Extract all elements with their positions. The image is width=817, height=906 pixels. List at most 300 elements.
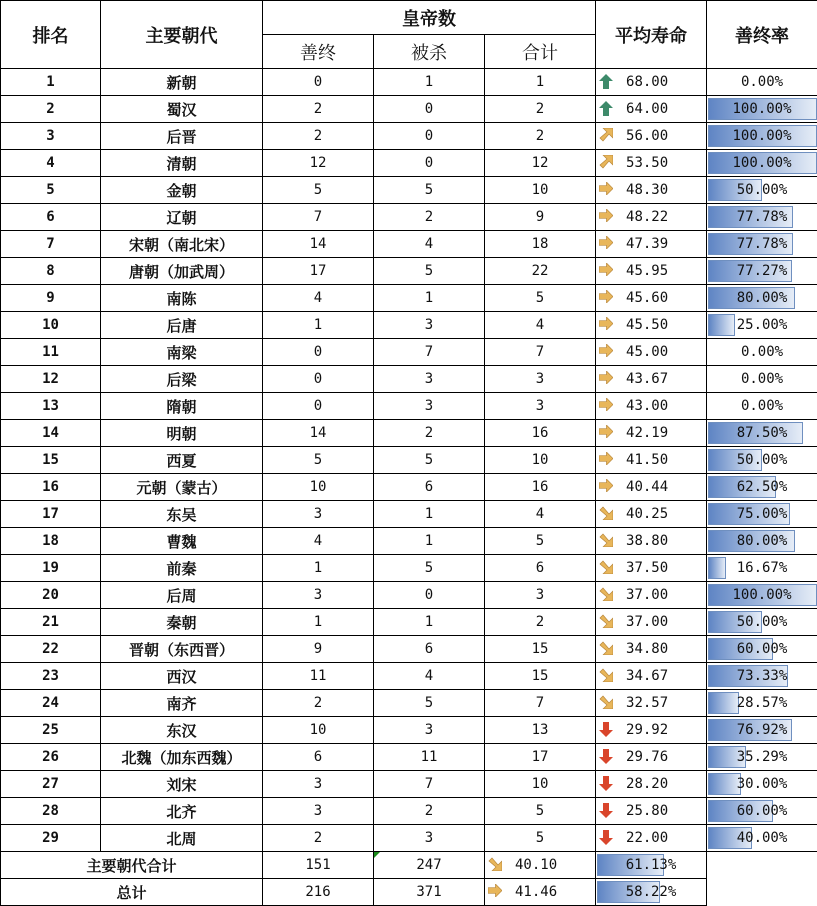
arrow-up-right-icon xyxy=(599,155,613,170)
table-row xyxy=(1,528,817,555)
avg-life-cell[interactable] xyxy=(596,96,707,123)
good-rate-cell[interactable] xyxy=(707,501,817,528)
error-indicator-icon xyxy=(374,852,380,858)
good-rate-value: 100.00% xyxy=(732,155,792,171)
good-rate-value: 100.00% xyxy=(732,101,792,117)
good-end-cell[interactable]: 10 xyxy=(263,717,374,744)
rank-cell[interactable]: 7 xyxy=(1,231,101,258)
total-cell[interactable]: 22 xyxy=(485,258,596,285)
dynasty-cell[interactable]: 北周 xyxy=(101,825,263,852)
header-total[interactable]: 合计 xyxy=(485,35,596,69)
killed-cell[interactable]: 0 xyxy=(374,96,485,123)
table-row xyxy=(1,123,817,150)
avg-life-value: 41.46 xyxy=(515,884,558,900)
dynasty-cell[interactable]: 隋朝 xyxy=(101,393,263,420)
avg-life-value: 22.00 xyxy=(626,830,669,846)
rank-cell[interactable]: 14 xyxy=(1,420,101,447)
killed-cell[interactable]: 6 xyxy=(374,636,485,663)
good-rate-cell[interactable] xyxy=(707,717,817,744)
good-end-cell[interactable]: 1 xyxy=(263,609,374,636)
good-rate-value: 100.00% xyxy=(732,128,792,144)
total-cell[interactable]: 12 xyxy=(485,150,596,177)
good-rate-value: 50.00% xyxy=(736,614,788,630)
good-end-cell[interactable]: 5 xyxy=(263,447,374,474)
header-killed[interactable]: 被杀 xyxy=(374,35,485,69)
good-rate-cell[interactable] xyxy=(707,771,817,798)
good-rate-value: 80.00% xyxy=(736,533,788,549)
good-end-cell[interactable]: 0 xyxy=(263,366,374,393)
good-rate-cell[interactable] xyxy=(707,339,817,366)
total-cell[interactable]: 6 xyxy=(485,555,596,582)
arrow-right-icon xyxy=(599,371,613,386)
avg-life-value: 38.80 xyxy=(626,533,669,549)
good-rate-cell[interactable] xyxy=(707,744,817,771)
killed-cell[interactable]: 2 xyxy=(374,420,485,447)
total-cell[interactable]: 2 xyxy=(485,96,596,123)
avg-life-value: 40.10 xyxy=(515,857,558,873)
good-rate-cell[interactable] xyxy=(707,393,817,420)
avg-life-cell[interactable] xyxy=(596,798,707,825)
total-cell[interactable]: 3 xyxy=(485,393,596,420)
good-end-cell[interactable]: 6 xyxy=(263,744,374,771)
dynasty-cell[interactable]: 南梁 xyxy=(101,339,263,366)
killed-cell[interactable]: 0 xyxy=(374,150,485,177)
dynasty-cell[interactable]: 晋朝（东西晋） xyxy=(101,636,263,663)
avg-life-value: 48.30 xyxy=(626,182,669,198)
good-end-cell[interactable]: 0 xyxy=(263,339,374,366)
good-end-cell[interactable]: 216 xyxy=(263,879,374,906)
rank-cell[interactable]: 27 xyxy=(1,771,101,798)
avg-life-cell[interactable] xyxy=(596,447,707,474)
good-rate-value: 77.78% xyxy=(736,209,788,225)
avg-life-cell[interactable] xyxy=(596,501,707,528)
rank-cell[interactable]: 4 xyxy=(1,150,101,177)
header-rank[interactable]: 排名 xyxy=(1,1,101,69)
good-end-cell[interactable]: 0 xyxy=(263,69,374,96)
killed-cell[interactable]: 3 xyxy=(374,825,485,852)
avg-life-cell[interactable] xyxy=(596,231,707,258)
total-cell[interactable]: 18 xyxy=(485,231,596,258)
dynasty-cell[interactable]: 秦朝 xyxy=(101,609,263,636)
good-rate-value: 73.33% xyxy=(736,668,788,684)
avg-life-value: 45.60 xyxy=(626,290,669,306)
rank-cell[interactable]: 22 xyxy=(1,636,101,663)
arrow-down-right-icon xyxy=(599,695,613,710)
table-row xyxy=(1,771,817,798)
dynasty-cell[interactable]: 北魏（加东西魏） xyxy=(101,744,263,771)
avg-life-value: 29.92 xyxy=(626,722,669,738)
avg-life-cell[interactable] xyxy=(596,663,707,690)
good-rate-cell[interactable] xyxy=(707,258,817,285)
dynasty-cell[interactable]: 金朝 xyxy=(101,177,263,204)
dynasty-cell[interactable]: 西汉 xyxy=(101,663,263,690)
rank-cell[interactable]: 24 xyxy=(1,690,101,717)
killed-cell[interactable]: 1 xyxy=(374,501,485,528)
killed-cell[interactable]: 1 xyxy=(374,609,485,636)
total-cell[interactable]: 3 xyxy=(485,582,596,609)
total-cell[interactable]: 5 xyxy=(485,528,596,555)
good-rate-cell[interactable] xyxy=(707,420,817,447)
good-rate-cell[interactable] xyxy=(707,366,817,393)
good-rate-value: 0.00% xyxy=(740,398,784,414)
avg-life-value: 37.00 xyxy=(626,614,669,630)
total-cell[interactable]: 5 xyxy=(485,285,596,312)
total-cell[interactable]: 16 xyxy=(485,474,596,501)
avg-life-cell[interactable] xyxy=(596,285,707,312)
dynasty-cell[interactable]: 新朝 xyxy=(101,69,263,96)
table-row xyxy=(1,285,817,312)
good-rate-cell[interactable] xyxy=(707,69,817,96)
good-rate-cell[interactable] xyxy=(707,636,817,663)
rank-cell[interactable]: 5 xyxy=(1,177,101,204)
dynasty-cell[interactable]: 唐朝（加武周） xyxy=(101,258,263,285)
header-dynasty[interactable]: 主要朝代 xyxy=(101,1,263,69)
table-row xyxy=(1,798,817,825)
avg-life-cell[interactable] xyxy=(596,150,707,177)
total-cell[interactable]: 16 xyxy=(485,420,596,447)
rank-cell[interactable]: 20 xyxy=(1,582,101,609)
avg-life-cell[interactable] xyxy=(596,177,707,204)
avg-life-cell[interactable] xyxy=(596,393,707,420)
avg-life-value: 53.50 xyxy=(626,155,669,171)
total-cell[interactable]: 4 xyxy=(485,312,596,339)
good-rate-cell[interactable] xyxy=(707,663,817,690)
total-cell[interactable]: 5 xyxy=(485,825,596,852)
rank-cell[interactable]: 18 xyxy=(1,528,101,555)
good-rate-value: 28.57% xyxy=(736,695,788,711)
total-cell[interactable]: 15 xyxy=(485,663,596,690)
rank-cell[interactable]: 13 xyxy=(1,393,101,420)
avg-life-cell[interactable] xyxy=(596,582,707,609)
rank-cell[interactable]: 8 xyxy=(1,258,101,285)
good-rate-cell[interactable] xyxy=(707,204,817,231)
avg-life-cell[interactable] xyxy=(596,204,707,231)
good-rate-value: 100.00% xyxy=(732,587,792,603)
good-rate-value: 50.00% xyxy=(736,182,788,198)
avg-life-value: 45.50 xyxy=(626,317,669,333)
avg-life-cell[interactable] xyxy=(596,717,707,744)
killed-cell[interactable]: 1 xyxy=(374,69,485,96)
avg-life-cell[interactable] xyxy=(596,312,707,339)
good-rate-cell[interactable] xyxy=(707,285,817,312)
killed-cell[interactable]: 7 xyxy=(374,339,485,366)
total-cell[interactable]: 3 xyxy=(485,366,596,393)
good-rate-cell[interactable] xyxy=(707,150,817,177)
arrow-right-icon xyxy=(599,452,613,467)
rank-cell[interactable]: 12 xyxy=(1,366,101,393)
dynasty-cell[interactable]: 后周 xyxy=(101,582,263,609)
avg-life-cell[interactable] xyxy=(596,609,707,636)
rank-cell[interactable]: 29 xyxy=(1,825,101,852)
avg-life-value: 28.20 xyxy=(626,776,669,792)
good-rate-value: 60.00% xyxy=(736,803,788,819)
total-value: 371 xyxy=(416,884,442,900)
good-rate-cell[interactable] xyxy=(707,798,817,825)
dynasty-cell[interactable]: 曹魏 xyxy=(101,528,263,555)
total-cell[interactable]: 4 xyxy=(485,501,596,528)
total-cell[interactable]: 2 xyxy=(485,609,596,636)
table-row xyxy=(1,636,817,663)
arrow-down-right-icon xyxy=(599,668,613,683)
arrow-right-icon xyxy=(599,263,613,278)
good-rate-value: 50.00% xyxy=(736,452,788,468)
table-row xyxy=(1,609,817,636)
header-emperors[interactable]: 皇帝数 xyxy=(263,1,596,35)
good-end-cell[interactable]: 0 xyxy=(263,393,374,420)
dynasty-cell[interactable]: 后梁 xyxy=(101,366,263,393)
rank-cell[interactable]: 23 xyxy=(1,663,101,690)
table-row xyxy=(1,825,817,852)
good-end-cell[interactable]: 2 xyxy=(263,825,374,852)
killed-cell[interactable]: 5 xyxy=(374,258,485,285)
killed-cell[interactable]: 5 xyxy=(374,447,485,474)
avg-life-cell[interactable] xyxy=(596,636,707,663)
dynasty-cell[interactable]: 北齐 xyxy=(101,798,263,825)
killed-cell[interactable]: 6 xyxy=(374,474,485,501)
killed-cell[interactable]: 0 xyxy=(374,123,485,150)
good-rate-value: 0.00% xyxy=(740,344,784,360)
good-rate-cell[interactable] xyxy=(707,825,817,852)
good-rate-cell[interactable] xyxy=(707,177,817,204)
total-cell[interactable]: 15 xyxy=(485,636,596,663)
good-rate-cell[interactable] xyxy=(596,852,707,879)
arrow-right-icon xyxy=(599,479,613,494)
dynasty-cell[interactable]: 宋朝（南北宋） xyxy=(101,231,263,258)
total-cell[interactable]: 2 xyxy=(485,123,596,150)
table-row xyxy=(1,150,817,177)
good-end-cell[interactable]: 14 xyxy=(263,231,374,258)
dynasty-cell[interactable]: 前秦 xyxy=(101,555,263,582)
table-row xyxy=(1,231,817,258)
good-end-cell[interactable]: 1 xyxy=(263,555,374,582)
good-rate-cell[interactable] xyxy=(707,582,817,609)
good-end-cell[interactable]: 3 xyxy=(263,771,374,798)
header-avg-life[interactable]: 平均寿命 xyxy=(596,1,707,69)
good-end-cell[interactable]: 3 xyxy=(263,501,374,528)
totals-label[interactable]: 总计 xyxy=(1,879,263,906)
data-bar xyxy=(708,692,739,714)
dynasty-cell[interactable]: 蜀汉 xyxy=(101,96,263,123)
rank-cell[interactable]: 6 xyxy=(1,204,101,231)
good-rate-value: 80.00% xyxy=(736,290,788,306)
killed-cell[interactable]: 5 xyxy=(374,177,485,204)
killed-cell[interactable]: 3 xyxy=(374,393,485,420)
avg-life-cell[interactable] xyxy=(485,879,596,906)
avg-life-cell[interactable] xyxy=(596,825,707,852)
good-rate-cell[interactable] xyxy=(707,474,817,501)
good-rate-cell[interactable] xyxy=(707,555,817,582)
good-rate-value: 16.67% xyxy=(736,560,788,576)
killed-cell[interactable]: 7 xyxy=(374,771,485,798)
good-rate-cell[interactable] xyxy=(707,231,817,258)
avg-life-cell[interactable] xyxy=(596,123,707,150)
good-end-cell[interactable]: 7 xyxy=(263,204,374,231)
totals-label[interactable]: 主要朝代合计 xyxy=(1,852,263,879)
arrow-right-icon xyxy=(599,344,613,359)
good-rate-cell[interactable] xyxy=(707,690,817,717)
killed-cell[interactable]: 1 xyxy=(374,528,485,555)
avg-life-value: 68.00 xyxy=(626,74,669,90)
dynasty-cell[interactable]: 西夏 xyxy=(101,447,263,474)
avg-life-cell[interactable] xyxy=(596,528,707,555)
dynasty-cell[interactable]: 后晋 xyxy=(101,123,263,150)
killed-cell[interactable]: 5 xyxy=(374,690,485,717)
rank-cell[interactable]: 17 xyxy=(1,501,101,528)
table-row xyxy=(1,69,817,96)
avg-life-cell[interactable] xyxy=(596,744,707,771)
good-end-cell[interactable]: 10 xyxy=(263,474,374,501)
avg-life-cell[interactable] xyxy=(596,258,707,285)
good-end-cell[interactable]: 17 xyxy=(263,258,374,285)
total-value: 247 xyxy=(416,857,442,873)
avg-life-value: 45.00 xyxy=(626,344,669,360)
arrow-down-right-icon xyxy=(599,587,613,602)
good-rate-cell[interactable] xyxy=(707,609,817,636)
data-bar xyxy=(708,314,735,336)
killed-cell[interactable]: 2 xyxy=(374,798,485,825)
totals-row xyxy=(1,879,817,906)
good-rate-cell[interactable] xyxy=(596,879,707,906)
killed-cell[interactable]: 3 xyxy=(374,717,485,744)
arrow-down-icon xyxy=(599,776,613,791)
killed-cell[interactable]: 3 xyxy=(374,312,485,339)
rank-cell[interactable]: 11 xyxy=(1,339,101,366)
killed-cell[interactable]: 1 xyxy=(374,285,485,312)
avg-life-cell[interactable] xyxy=(596,555,707,582)
arrow-right-icon xyxy=(488,884,502,899)
dynasty-cell[interactable]: 东吴 xyxy=(101,501,263,528)
dynasty-cell[interactable]: 辽朝 xyxy=(101,204,263,231)
avg-life-cell[interactable] xyxy=(596,771,707,798)
good-end-cell[interactable]: 9 xyxy=(263,636,374,663)
table-row xyxy=(1,312,817,339)
rank-cell[interactable]: 15 xyxy=(1,447,101,474)
avg-life-cell[interactable] xyxy=(596,420,707,447)
table-row xyxy=(1,447,817,474)
avg-life-value: 47.39 xyxy=(626,236,669,252)
good-end-cell[interactable]: 3 xyxy=(263,798,374,825)
rank-cell[interactable]: 9 xyxy=(1,285,101,312)
dynasty-cell[interactable]: 南齐 xyxy=(101,690,263,717)
total-cell[interactable]: 7 xyxy=(485,690,596,717)
good-rate-cell[interactable] xyxy=(707,96,817,123)
good-rate-value: 40.00% xyxy=(736,830,788,846)
total-cell[interactable]: 17 xyxy=(485,744,596,771)
table-body xyxy=(1,69,817,906)
total-cell[interactable]: 10 xyxy=(485,177,596,204)
rank-cell[interactable]: 16 xyxy=(1,474,101,501)
avg-life-cell[interactable] xyxy=(596,474,707,501)
header-good-rate[interactable]: 善终率 xyxy=(707,1,817,69)
good-end-cell[interactable]: 3 xyxy=(263,582,374,609)
rank-cell[interactable]: 2 xyxy=(1,96,101,123)
good-end-cell[interactable]: 2 xyxy=(263,690,374,717)
killed-cell[interactable]: 0 xyxy=(374,582,485,609)
good-rate-value: 35.29% xyxy=(736,749,788,765)
killed-cell[interactable]: 3 xyxy=(374,366,485,393)
arrow-up-icon xyxy=(599,74,613,89)
dynasty-cell[interactable]: 明朝 xyxy=(101,420,263,447)
dynasty-cell[interactable]: 元朝（蒙古） xyxy=(101,474,263,501)
table-row xyxy=(1,258,817,285)
arrow-right-icon xyxy=(599,236,613,251)
total-cell[interactable]: 13 xyxy=(485,717,596,744)
total-cell[interactable]: 5 xyxy=(485,798,596,825)
good-end-cell[interactable]: 12 xyxy=(263,150,374,177)
avg-life-cell[interactable] xyxy=(596,690,707,717)
rank-cell[interactable]: 10 xyxy=(1,312,101,339)
good-end-cell[interactable]: 2 xyxy=(263,123,374,150)
total-cell[interactable]: 9 xyxy=(485,204,596,231)
total-cell[interactable] xyxy=(374,879,485,906)
good-rate-value: 0.00% xyxy=(740,74,784,90)
killed-cell[interactable]: 5 xyxy=(374,555,485,582)
good-end-cell[interactable]: 1 xyxy=(263,312,374,339)
table-row xyxy=(1,501,817,528)
avg-life-value: 45.95 xyxy=(626,263,669,279)
rank-cell[interactable]: 28 xyxy=(1,798,101,825)
avg-life-cell[interactable] xyxy=(596,366,707,393)
good-end-cell[interactable]: 4 xyxy=(263,528,374,555)
totals-row xyxy=(1,852,817,879)
good-end-cell[interactable]: 4 xyxy=(263,285,374,312)
avg-life-cell[interactable] xyxy=(596,69,707,96)
good-rate-cell[interactable] xyxy=(707,447,817,474)
dynasty-cell[interactable]: 东汉 xyxy=(101,717,263,744)
arrow-right-icon xyxy=(599,290,613,305)
dynasty-cell[interactable]: 清朝 xyxy=(101,150,263,177)
header-good-end[interactable]: 善终 xyxy=(263,35,374,69)
total-cell[interactable]: 1 xyxy=(485,69,596,96)
good-end-cell[interactable]: 11 xyxy=(263,663,374,690)
rank-cell[interactable]: 21 xyxy=(1,609,101,636)
total-cell[interactable]: 10 xyxy=(485,771,596,798)
good-end-cell[interactable]: 2 xyxy=(263,96,374,123)
table-row xyxy=(1,420,817,447)
rank-cell[interactable]: 26 xyxy=(1,744,101,771)
killed-cell[interactable]: 4 xyxy=(374,663,485,690)
rank-cell[interactable]: 1 xyxy=(1,69,101,96)
killed-cell[interactable]: 2 xyxy=(374,204,485,231)
table-row xyxy=(1,474,817,501)
dynasty-cell[interactable]: 南陈 xyxy=(101,285,263,312)
killed-cell[interactable]: 4 xyxy=(374,231,485,258)
arrow-right-icon xyxy=(599,398,613,413)
total-cell[interactable]: 10 xyxy=(485,447,596,474)
good-end-cell[interactable]: 151 xyxy=(263,852,374,879)
dynasty-cell[interactable]: 刘宋 xyxy=(101,771,263,798)
total-cell[interactable] xyxy=(374,852,485,879)
good-rate-cell[interactable] xyxy=(707,312,817,339)
good-end-cell[interactable]: 5 xyxy=(263,177,374,204)
arrow-down-right-icon xyxy=(599,506,613,521)
good-rate-cell[interactable] xyxy=(707,123,817,150)
good-rate-cell[interactable] xyxy=(707,528,817,555)
rank-cell[interactable]: 3 xyxy=(1,123,101,150)
total-cell[interactable]: 7 xyxy=(485,339,596,366)
avg-life-value: 43.00 xyxy=(626,398,669,414)
killed-cell[interactable]: 11 xyxy=(374,744,485,771)
dynasty-cell[interactable]: 后唐 xyxy=(101,312,263,339)
rank-cell[interactable]: 25 xyxy=(1,717,101,744)
avg-life-value: 40.44 xyxy=(626,479,669,495)
good-rate-value: 30.00% xyxy=(736,776,788,792)
good-rate-value: 25.00% xyxy=(736,317,788,333)
good-end-cell[interactable]: 14 xyxy=(263,420,374,447)
avg-life-cell[interactable] xyxy=(485,852,596,879)
avg-life-cell[interactable] xyxy=(596,339,707,366)
rank-cell[interactable]: 19 xyxy=(1,555,101,582)
